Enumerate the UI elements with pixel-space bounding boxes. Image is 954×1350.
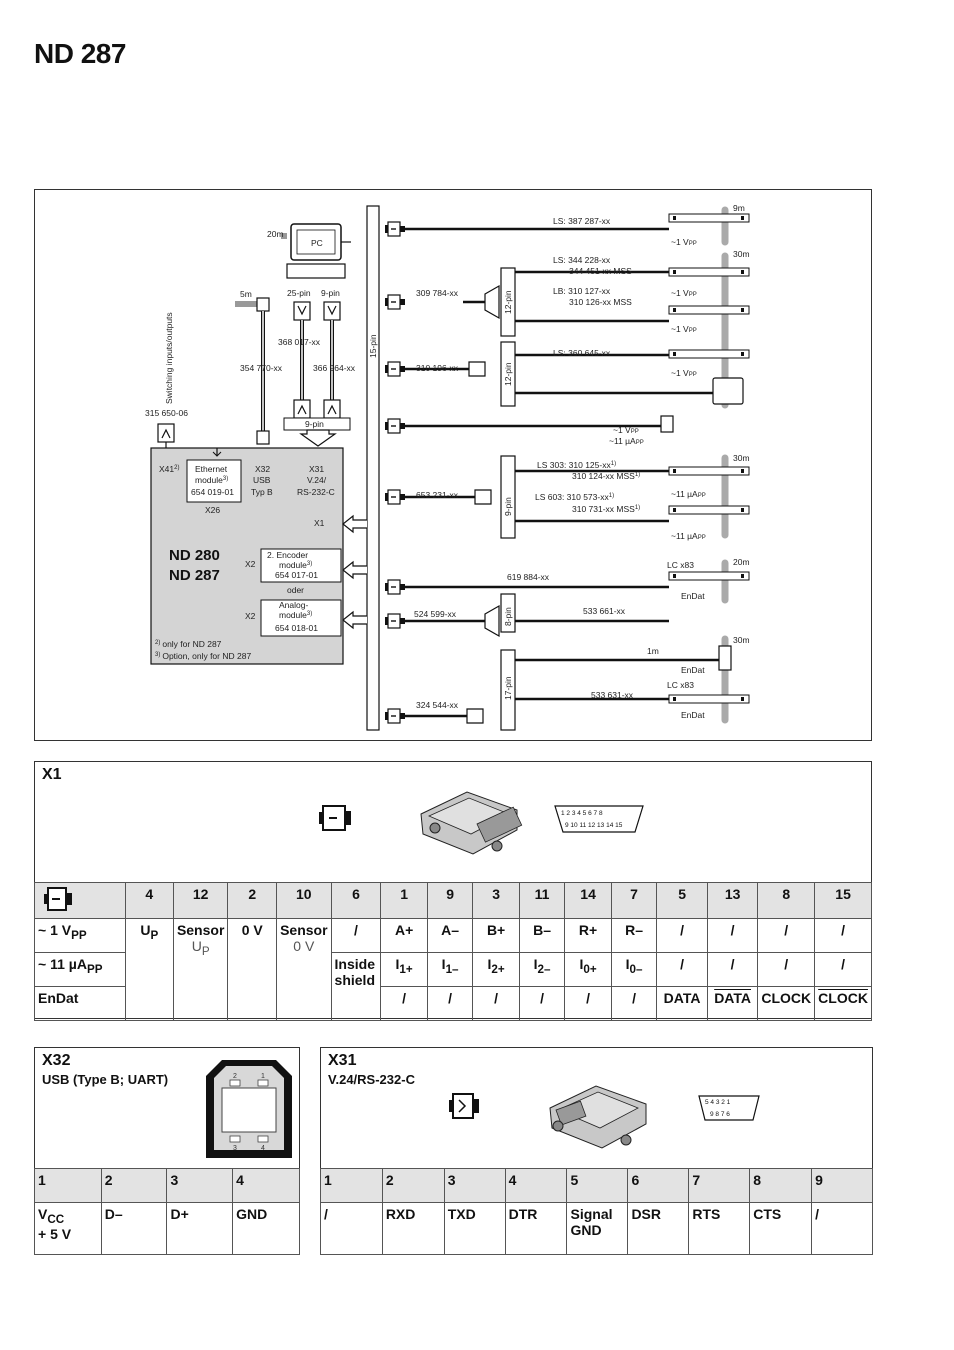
x1-vpp-pin7: R– [611, 919, 657, 953]
ethernet-part-number: 654 019-01 [191, 487, 235, 497]
vpp-label-2: ~1 VPP [671, 288, 697, 298]
x1-vpp-pin1: A+ [381, 919, 427, 953]
encoder-part-number: 654 017-01 [275, 570, 319, 580]
lcx83b-label: LC x83 [667, 680, 694, 690]
x31-pin-7: 7 [689, 1169, 750, 1203]
x1-vpp-pin13: / [707, 919, 758, 953]
x1-app-pin5: / [657, 953, 708, 987]
analog-part-number: 654 018-01 [275, 623, 319, 633]
x31-pin-table [320, 1168, 873, 1255]
x1-pin-5: 5 [657, 883, 708, 919]
x1-pin-2: 2 [228, 883, 277, 919]
analog-label-1: Analog- [279, 600, 309, 610]
x32-dplus-cell: D+ [167, 1203, 233, 1255]
len30m-b-label: 30m [733, 453, 750, 463]
usb-pin-1-label: 1 [261, 1073, 265, 1080]
svg-text:1 2 3 4 5 6 7 8: 1 2 3 4 5 6 7 8 [561, 810, 603, 817]
x1-dsub-plug-image [417, 784, 527, 856]
pin15-label: 15-pin [368, 334, 378, 358]
encoder-label-1: 2. Encoder [267, 550, 309, 560]
endat-a-label: EnDat [681, 591, 705, 601]
cable533a-label: 533 661-xx [583, 606, 626, 616]
cable-368-label: 368 017-xx [278, 337, 321, 347]
ls303a-label: LS 303: 310 $125-xx^{1)}$ [537, 460, 617, 470]
device-name-2: ND 287 [169, 567, 220, 584]
x1-endat-pin15: CLOCK [815, 987, 872, 1021]
x1-pin-table [34, 882, 872, 1021]
x1-endat-pin8: CLOCK [758, 987, 815, 1021]
x31-signal-txd: TXD [444, 1203, 505, 1255]
x31-signal-1: / [321, 1203, 383, 1255]
device-name-1: ND 280 [169, 547, 220, 564]
x32-dminus-cell: D– [101, 1203, 167, 1255]
x1-table-connector-icon [38, 886, 74, 912]
footnote-2: $^{2)}$ only for ND 287 [155, 639, 222, 649]
x32-type-label: Typ B [251, 487, 273, 497]
x1-pin-3: 3 [473, 883, 519, 919]
x32-pin-2: 2 [101, 1169, 167, 1203]
ls344b-label: 344 451-xx MSS [569, 266, 632, 276]
cable524-label: 524 599-xx [414, 609, 457, 619]
x31-signal-cts: CTS [750, 1203, 812, 1255]
lb310b-label: 310 126-xx MSS [569, 297, 632, 307]
vpp-label-1: ~1 VPP [671, 237, 697, 247]
len9m-label: 9m [733, 203, 745, 213]
x32-vcc-cell: $V_{CC}$ + 5 V [35, 1203, 102, 1255]
usb-pin-3-label: 3 [233, 1145, 237, 1152]
x1-pin-10: 10 [277, 883, 331, 919]
len30m-a-label: 30m [733, 249, 750, 259]
x1-endat-pin1: / [381, 987, 427, 1021]
x31-pinout-image [697, 1092, 761, 1124]
x1-pin-8: 8 [758, 883, 815, 919]
x1-pin-7: 7 [611, 883, 657, 919]
len20m-label: 20m [733, 557, 750, 567]
x1-pin-4: 4 [125, 883, 173, 919]
x32-pin-table [34, 1168, 300, 1255]
x31-rs232-label: RS-232-C [297, 487, 335, 497]
ethernet-label-1: Ethernet [195, 464, 228, 474]
cable619-label: 619 884-xx [507, 572, 550, 582]
ls360-label: LS: 360 645-xx [553, 348, 611, 358]
x31-pin-3: 3 [444, 1169, 505, 1203]
x1-vpp-pin6: / [331, 919, 381, 953]
x31-signal-rxd: RXD [382, 1203, 444, 1255]
x1-pin-1: 1 [381, 883, 427, 919]
x1-zero-v-cell: 0 V [228, 919, 277, 1021]
x31-signal-9: / [812, 1203, 873, 1255]
switching-plug [158, 424, 174, 442]
x1-pin-9: 9 [427, 883, 473, 919]
x2-label-a: X2 [245, 559, 256, 569]
x1-app-label: ~ 11 µA$_{PP}$ [35, 953, 126, 987]
footnote-3: $^{3)}$ Option, only for ND 287 [155, 651, 252, 661]
x31-pin-1: 1 [321, 1169, 383, 1203]
usb-b-port-image [204, 1058, 294, 1162]
pin25-label: 25-pin [287, 288, 311, 298]
x1-pin-11: 11 [519, 883, 565, 919]
usb-pin-4-label: 4 [261, 1145, 265, 1152]
endat-b-label: EnDat [681, 665, 705, 675]
x1-row-vpp [35, 919, 872, 953]
x32-pin-1: 1 [35, 1169, 102, 1203]
x1-inside-shield-cell: Inside shield [331, 953, 381, 1021]
pc-base [287, 264, 345, 278]
x1-connector-icon [319, 802, 359, 834]
x31-panel [320, 1047, 873, 1255]
app-label-1: ~11 µAPP [609, 436, 644, 446]
x31-subtitle: V.24/RS-232-C [328, 1072, 415, 1087]
ls387-label: LS: 387 287-xx [553, 216, 611, 226]
x1-panel [34, 761, 872, 1019]
x32-gnd-cell: GND [233, 1203, 300, 1255]
x1-vpp-pin14: R+ [565, 919, 611, 953]
x1-pin-12: 12 [173, 883, 227, 919]
x1-app-pin15: / [815, 953, 872, 987]
pc-cable-length: 20m [267, 229, 284, 239]
x31-pin-4: 4 [505, 1169, 567, 1203]
pin12b-label: 12-pin [503, 362, 513, 386]
connection-diagram [34, 189, 872, 741]
pin17-label: 17-pin [503, 676, 513, 700]
x32-panel [34, 1047, 300, 1255]
pin9r-label: 9-pin [503, 497, 513, 516]
x31-v24-label: V.24/ [307, 475, 327, 485]
rotary-encoder-endat [719, 646, 731, 670]
encoder-label-2: module$^{3)}$ [279, 560, 313, 570]
pc-label: PC [311, 238, 323, 248]
switching-part-number: 315 650-06 [145, 408, 189, 418]
x31-label: X31 [309, 464, 325, 474]
x1-app-pin11: $I_{2-}$ [519, 953, 565, 987]
x31-pin-2: 2 [382, 1169, 444, 1203]
x31-pin-5: 5 [567, 1169, 628, 1203]
x1-endat-label: EnDat [35, 987, 126, 1021]
x1-vpp-pin3: B+ [473, 919, 519, 953]
len30m-c-label: 30m [733, 635, 750, 645]
ls344a-label: LS: 344 228-xx [553, 255, 611, 265]
x1-header-row [35, 883, 872, 919]
x32-pin-4: 4 [233, 1169, 300, 1203]
x1-app-pin14: $I_{0+}$ [565, 953, 611, 987]
x1-endat-pin3: / [473, 987, 519, 1021]
endat-c-label: EnDat [681, 710, 705, 720]
x1-app-pin13: / [707, 953, 758, 987]
vpp-label-4: ~1 VPP [671, 368, 697, 378]
x32-subtitle: USB (Type B; UART) [42, 1072, 169, 1087]
x1-pinout-image [553, 802, 645, 836]
ethernet-label-2: module$^{3)}$ [195, 475, 229, 485]
x1-endat-pin5: DATA [657, 987, 708, 1021]
cable324-label: 324 544-xx [416, 700, 459, 710]
x32-usb-label: USB [253, 475, 271, 485]
x1-pin-14: 14 [565, 883, 611, 919]
pin12a-label: 12-pin [503, 290, 513, 314]
svg-text:9 10 11 12 13 14 15: 9 10 11 12 13 14 15 [565, 822, 623, 829]
x1-app-pin7: $I_{0-}$ [611, 953, 657, 987]
x31-pin-8: 8 [750, 1169, 812, 1203]
x1-endat-pin11: / [519, 987, 565, 1021]
x31-signal-dsr: DSR [628, 1203, 689, 1255]
x31-signal-dtr: DTR [505, 1203, 567, 1255]
x1-endat-pin9: / [427, 987, 473, 1021]
x1-endat-pin13: DATA [707, 987, 758, 1021]
x1-sensor-0v-cell: Sensor 0 V [277, 919, 331, 1021]
x1-pin-13: 13 [707, 883, 758, 919]
x31-pin-6: 6 [628, 1169, 689, 1203]
app-label-2: ~11 µAPP [671, 489, 706, 499]
x32-pin-3: 3 [167, 1169, 233, 1203]
pin9-box-label: 9-pin [305, 419, 324, 429]
x1-up-cell: $U_P$ [125, 919, 173, 1021]
x2-label-b: X2 [245, 611, 256, 621]
x1-endat-pin14: / [565, 987, 611, 1021]
x1-app-pin8: / [758, 953, 815, 987]
x1-app-pin1: $I_{1+}$ [381, 953, 427, 987]
x1-vpp-label: ~ 1 $V_{PP}$ [35, 919, 126, 953]
ls603b-label: 310 731-xx MSS$^{1)}$ [572, 504, 641, 514]
x1-vpp-pin15: / [815, 919, 872, 953]
x1-connector-cell [35, 883, 126, 919]
x31-pin-row-top: 5 4 3 2 1 [705, 1099, 731, 1106]
lb310a-label: LB: 310 127-xx [553, 286, 611, 296]
x1-app-pin9: $I_{1-}$ [427, 953, 473, 987]
usb-cable-part-number: 354 770-xx [240, 363, 283, 373]
x1-app-pin3: $I_{2+}$ [473, 953, 519, 987]
x31-connector-icon [449, 1090, 485, 1122]
vpp-label-3: ~1 VPP [671, 324, 697, 334]
x1-endat-pin7: / [611, 987, 657, 1021]
cable-366-label: 366 964-xx [313, 363, 356, 373]
x1-label: X1 [314, 518, 325, 528]
x31-signal-gnd: Signal GND [567, 1203, 628, 1255]
x31-title: X31 [328, 1052, 357, 1069]
switching-io-label: Switching inputs/outputs [164, 312, 174, 404]
usb-pin-2-label: 2 [233, 1073, 237, 1080]
x1-title: X1 [42, 766, 62, 783]
x31-pin-9: 9 [812, 1169, 873, 1203]
x1-pin-6: 6 [331, 883, 381, 919]
x31-signal-rts: RTS [689, 1203, 750, 1255]
cable310-label: 310 196-xx [416, 363, 459, 373]
x32-title: X32 [42, 1052, 71, 1069]
cable653-label: 653 231-xx [416, 490, 459, 500]
x31-pin-row-bottom: 9 8 7 6 [710, 1111, 730, 1118]
pin9-label: 9-pin [321, 288, 340, 298]
app-label-3: ~11 µAPP [671, 531, 706, 541]
oder-label: oder [287, 585, 305, 595]
len1m-label: 1m [647, 646, 659, 656]
x1-vpp-pin11: B– [519, 919, 565, 953]
analog-label-2: module$^{3)}$ [279, 610, 313, 620]
x1-sensor-up-cell: Sensor $U_P$ [173, 919, 227, 1021]
x31-dsub-plug-image [546, 1078, 656, 1150]
diagram-drawing [35, 190, 873, 742]
pin8-label: 8-pin [503, 607, 513, 626]
probe-connector [661, 416, 673, 432]
x26-label: X26 [205, 505, 221, 515]
cable533b-label: 533 631-xx [591, 690, 634, 700]
page-title: ND 287 [34, 38, 126, 69]
x1-vpp-pin8: / [758, 919, 815, 953]
lcx83a-label: LC x83 [667, 560, 694, 570]
ls303b-label: 310 124-xx MSS$^{1)}$ [572, 471, 641, 481]
pin15-bus [367, 206, 379, 730]
x1-pin-15: 15 [815, 883, 872, 919]
x1-vpp-pin9: A– [427, 919, 473, 953]
usb-cable-length: 5m [240, 289, 252, 299]
vpp-label-5: ~1 VPP [613, 425, 639, 435]
x41-label: X41$^{2)}$ [159, 464, 180, 474]
x1-vpp-pin5: / [657, 919, 708, 953]
rotary-encoder [713, 378, 743, 404]
ls603a-label: LS 603: 310 $573-xx^{1)}$ [535, 492, 615, 502]
cable309-label: 309 784-xx [416, 288, 459, 298]
x32-label: X32 [255, 464, 271, 474]
